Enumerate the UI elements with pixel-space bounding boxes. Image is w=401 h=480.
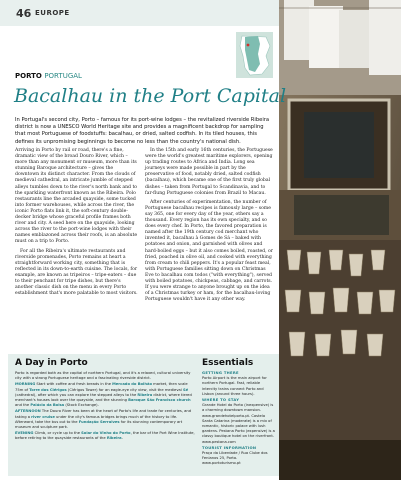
day-text-run: (cathedral), after which you can explore the stepped alleys to the (15, 392, 138, 397)
essentials-section (202, 371, 276, 397)
porto-cafe-photo (279, 0, 401, 480)
day-paragraph (15, 382, 197, 408)
day-highlight: Ribeira (137, 392, 153, 397)
page-number: 46 (16, 7, 32, 20)
day-highlight: river cruise (31, 414, 55, 419)
day-text-run: (Clérigos Tower) for an eagle-eye city view, visit the medieval (66, 387, 183, 392)
day-text-run: . (121, 436, 123, 441)
day-in-porto-text (15, 371, 197, 443)
body-column-2 (145, 148, 273, 306)
body-paragraph: After centuries of experimentation, the number of Portuguese bacalhau recipes is famously large – some say 365, one for every day of the year, others say a thousand. Every region has its own specialty, and so does every chef. In Porto, the favored preparation is named after the 19th century cod merchant who invented it, bacalhau à Gomes de Sá – baked with potatoes and onion, and garnished with olives and hard-boiled eggs – but it also comes boiled, roasted, or fried, poached in olive oil, and cooked with everything from cream to chili peppers. It's a popular feast meal, with Portuguese families sitting down on Christmas Eve to bacalhau com todos ("with everything"), served with boiled potatoes, chickpeas, cabbage, and carrots. If you were strange to anyone brought up on the idea of a Christmas turkey or ham, for the bacalhau-loving Portuguese wouldn't have it any other way. (145, 199, 273, 303)
day-highlight: Torre dos Clérigos (29, 387, 67, 392)
essentials-section-text: Praça da Liberdade / Rua Clube dos Fenianos 25, Porto. www.portoturismo.pt (202, 451, 268, 466)
locator-map (236, 32, 273, 78)
location-kicker (15, 72, 82, 80)
portugal-map-icon (236, 32, 273, 78)
article-intro: In Portugal's second city, Porto – famous for its port-wine lodges – the revitalized riverside Ribeira district is now a UNESCO World Heritage site and provides a magnificent backdrop for sampling that most Portuguese of foodstuffs: bacalhau, or dried, salted codfish. In its tiled houses, this defines its unpromising beginnings to become no less than the country's national dish. (15, 117, 270, 145)
essentials-section-title: GETTING THERE (202, 371, 239, 375)
article-title: Bacalhau in the Port Capital (14, 85, 287, 107)
body-column-1 (15, 148, 138, 300)
body-paragraph: For all the Ribeira's ultimate restaurants and riverside promenades, Porto remains at heart a straightforward working city, something that is reflected in its down-to-earth cuisine. The locals, for example, are known as tripeiros – tripe-eaters – due to their penchant for tripe dishes, but there's another classic dish on the menu in every Porto establishment that's more palatable to most visitors. (15, 248, 138, 297)
kicker-country: PORTUGAL (44, 72, 82, 80)
page-header-bar (0, 0, 279, 26)
day-highlight: Baroque São Francisco church (128, 398, 191, 403)
day-text-run: under the city's famous bridges brings much of the history to life. Afterward, take the bus out to the (15, 414, 178, 424)
day-text-run: district, where tiered merchant's houses look over the quayside, and the stunning (15, 392, 192, 403)
day-highlight: MORNING (15, 382, 36, 387)
day-paragraph (15, 409, 197, 430)
day-text-run: (Stock Exchange). (64, 403, 99, 408)
essentials-section-title: WHERE TO STAY (202, 398, 240, 403)
day-highlight: EVENING (15, 431, 34, 436)
day-highlight: Sé (182, 387, 189, 392)
day-highlight: AFTERNOON (15, 409, 41, 414)
essentials-section-text: Porto Airport is the main airport for northern Portugal. Fast, reliable intercity trains connect Porto and Lisbon (around three hours). (202, 376, 267, 396)
body-paragraph: Arriving in Porto by rail or road, there's a fine, dramatic view of the broad Douro River, which – more than any monument or museum, more than its stunning Baroque architecture – gives the downtown its distinct character. From the clouds of medieval cathedral, an intricate jumble of stepped alleys tumbles down to the river's north bank and to the sparkling waterfront known as the Ribeira. Polo restaurants line the arcaded quayside, some tucked into former warehouses, while across the river, the iconic Porto flats link it, the soft-century double-decker bridge whose graceful profile frames both river and city. A seed here on the quayside, looking across the river to the port-wine lodges with their names emblazoned across their roofs, is an absolute must on a trip to Porto. (15, 148, 138, 245)
essentials-section-title: TOURIST INFORMATION (202, 445, 257, 450)
essentials-heading: Essentials (202, 358, 254, 368)
day-highlight: Ribeira (106, 436, 122, 441)
essentials-section (202, 398, 276, 445)
day-text-run: and the (15, 403, 31, 408)
day-text-run: The Douro River has been at the heart of Porto's life and trade for centuries, and taking a (15, 409, 192, 419)
day-text-run: Start with coffee and fresh breads in the (35, 382, 113, 387)
day-highlight: Fundação Serralves (78, 419, 120, 424)
day-highlight: Solar do Vinho do Porto (81, 431, 131, 436)
section-label: EUROPE (35, 9, 70, 17)
day-text-run: for its stunning contemporary art museum and sculpture park. (15, 419, 183, 430)
photo-illustration (279, 0, 401, 480)
essentials-section (202, 446, 276, 467)
day-text-run: , the bar of the Port Wine Institute, before retiring to the quayside restaurants of the (15, 431, 195, 441)
day-text-run: market, then scale 75m of (15, 382, 188, 392)
day-highlight: Mercado do Bolhão (112, 382, 152, 387)
day-text-run: Climb, or cycle up to the (33, 431, 82, 436)
day-paragraph (15, 371, 197, 381)
kicker-city: PORTO (15, 72, 42, 80)
day-paragraph (15, 431, 197, 441)
essentials-section-text: Grande Hotel do Porto (inexpensive) is a charming downtown mansion. www.grandehotelporto.pt. Castelo Santa Catarina (moderate) is a mix of romantic, historic palace with lush gardens. Pestana Porto (expensive) is a classy boutique hotel on the riverfront. www.pestana.com (202, 403, 275, 444)
day-text-run: Porto is regarded both as the capital of northern Portugal, and it's a relaxed, cultural university city with a strong Portuguese heritage and a fascinating riverside district. (15, 371, 191, 381)
day-in-porto-heading: A Day in Porto (15, 358, 88, 368)
essentials-text (202, 371, 276, 468)
body-paragraph: In the 15th and early 16th centuries, the Portuguese were the world's greatest maritime explorers, opening up trading routes to Africa and India. Long sea journeys were made possible in part by the preservative of food, notably dried, salted codfish (bacalhau), which became one of the first truly global dishes – taken from Portugal to Scandinavia, and to far-flung Portuguese colonies from Brazil to Macau. (145, 148, 273, 196)
day-highlight: Palácio da Bolsa (30, 403, 65, 408)
